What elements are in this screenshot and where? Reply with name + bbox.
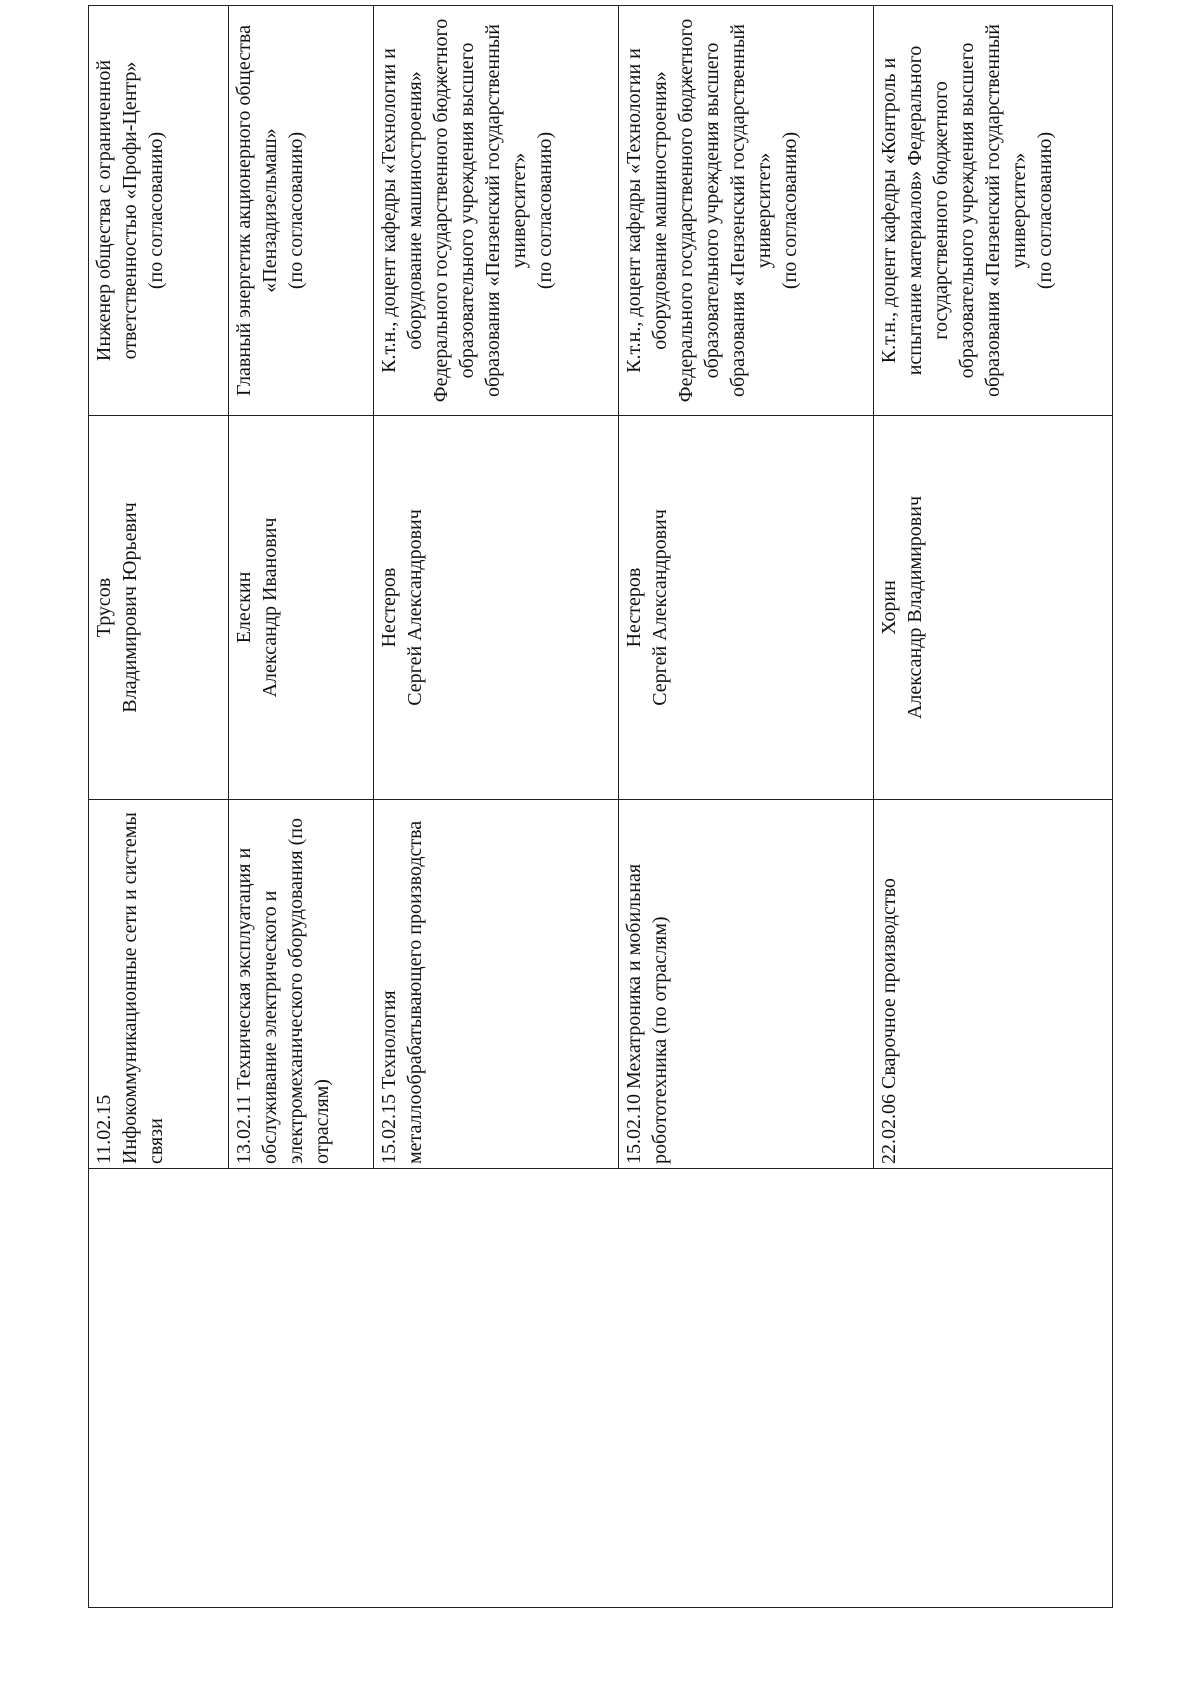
specialty-cell: 22.02.06 Сварочное производство bbox=[874, 800, 1113, 1169]
person-first-patronymic: Александр Владимирович bbox=[904, 495, 926, 720]
rotated-table-wrapper bbox=[88, 18, 1112, 1608]
specialty-cell: 13.02.11 Техническая эксплуатация и обслуживание электрического и электромеханического оборудования (по отраслям) bbox=[229, 800, 374, 1169]
person-first-patronymic: Сергей Александрович bbox=[404, 509, 426, 706]
person-last-name: Трусов bbox=[93, 577, 115, 638]
specialty-cell: 11.02.15 Инфокоммуникационные сети и системы связи bbox=[89, 800, 229, 1169]
table-row bbox=[89, 6, 229, 1608]
person-name-cell bbox=[374, 416, 619, 800]
specialty-cell: 15.02.10 Мехатроника и мобильная робототехника (по отраслям) bbox=[619, 800, 874, 1169]
person-first-patronymic: Сергей Александрович bbox=[649, 509, 671, 706]
person-last-name: Елескин bbox=[233, 571, 255, 644]
person-name-cell bbox=[874, 416, 1113, 800]
merged-first-column-cell bbox=[89, 1169, 1113, 1608]
position-cell: Главный энергетик акционерного общества «Пензадизельмаш» (по согласованию) bbox=[229, 6, 374, 416]
person-first-patronymic: Владимирович Юрьевич bbox=[119, 502, 141, 713]
specialty-cell: 15.02.15 Технология металлообрабатывающего производства bbox=[374, 800, 619, 1169]
person-last-name: Нестеров bbox=[378, 567, 400, 648]
position-cell: Инженер общества с ограниченной ответственностью «Профи-Центр» (по согласованию) bbox=[89, 6, 229, 416]
position-cell: К.т.н., доцент кафедры «Технологии и оборудование машиностроения» Федерального государственного бюджетного образовательного учреждения высшего образования «Пензенский государственный университет» (по согласованию) bbox=[619, 6, 874, 416]
person-last-name: Хорин bbox=[878, 580, 900, 635]
person-name-cell bbox=[229, 416, 374, 800]
person-name-cell bbox=[619, 416, 874, 800]
position-cell: К.т.н., доцент кафедры «Контроль и испытание материалов» Федерального государственного бюджетного образовательного учреждения высшего образования «Пензенский государственный университет» (по согласованию) bbox=[874, 6, 1113, 416]
person-first-patronymic: Александр Иванович bbox=[259, 517, 281, 698]
person-last-name: Нестеров bbox=[623, 567, 645, 648]
commission-table bbox=[88, 5, 1113, 1608]
position-cell: К.т.н., доцент кафедры «Технологии и оборудование машиностроения» Федерального государственного бюджетного образовательного учреждения высшего образования «Пензенский государственный университет» (по согласованию) bbox=[374, 6, 619, 416]
person-name-cell bbox=[89, 416, 229, 800]
